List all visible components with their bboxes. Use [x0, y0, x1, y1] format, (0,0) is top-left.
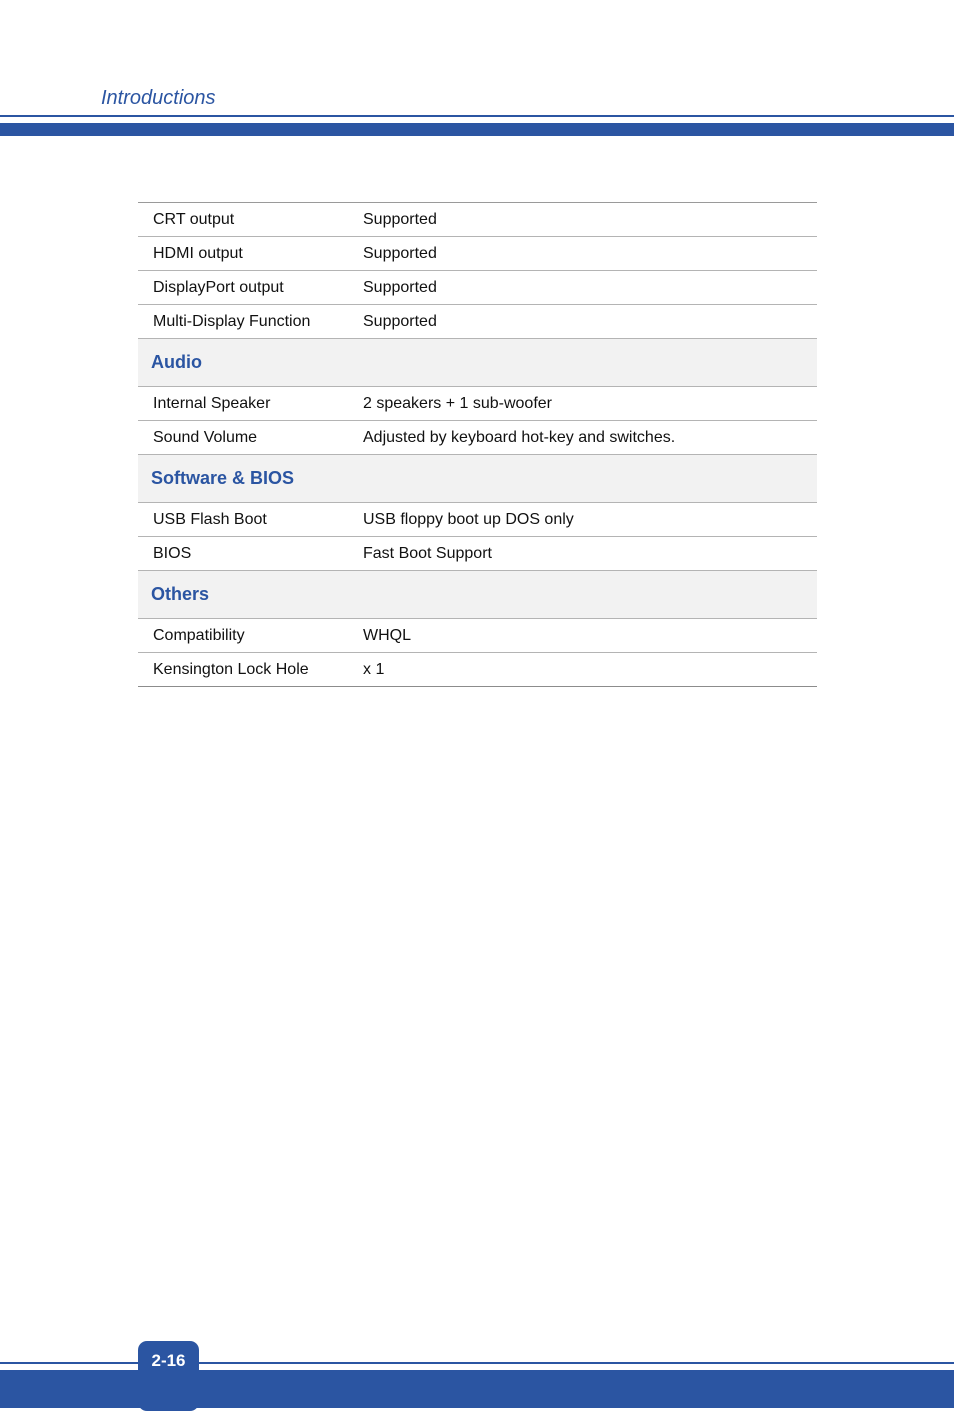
spec-value: Fast Boot Support: [363, 544, 492, 562]
spec-label: Multi-Display Function: [153, 312, 311, 330]
table-row: [138, 619, 817, 653]
spec-value: USB floppy boot up DOS only: [363, 510, 574, 528]
table-row: [138, 503, 817, 537]
spec-label: Kensington Lock Hole: [153, 660, 309, 678]
spec-label: USB Flash Boot: [153, 510, 267, 528]
header-band: [0, 123, 954, 136]
section-heading-others: Others: [138, 571, 817, 619]
spec-value: Supported: [363, 312, 437, 330]
section-heading-software-bios: Software & BIOS: [138, 455, 817, 503]
specification-table: [138, 202, 817, 687]
spec-label: BIOS: [153, 544, 192, 562]
spec-value: 2 speakers + 1 sub-woofer: [363, 394, 552, 412]
spec-value: WHQL: [363, 626, 411, 644]
header-section-title: Introductions: [101, 87, 216, 109]
spec-value: Supported: [363, 244, 437, 262]
section-heading-audio: Audio: [138, 339, 817, 387]
table-row: [138, 421, 817, 455]
spec-value: Supported: [363, 278, 437, 296]
table-row: [138, 271, 817, 305]
table-row: [138, 653, 817, 687]
spec-value: Supported: [363, 210, 437, 228]
spec-label: Compatibility: [153, 626, 245, 644]
spec-label: HDMI output: [153, 244, 243, 262]
page-number: 2-16: [151, 1351, 186, 1370]
spec-label: CRT output: [153, 210, 235, 228]
spec-value: x 1: [363, 660, 385, 678]
spec-label: Sound Volume: [153, 428, 258, 446]
spec-value: Adjusted by keyboard hot-key and switches.: [363, 428, 676, 446]
table-row: [138, 305, 817, 339]
table-row: [138, 537, 817, 571]
spec-label: Internal Speaker: [153, 394, 271, 412]
table-row: [138, 203, 817, 237]
table-row: [138, 387, 817, 421]
spec-label: DisplayPort output: [153, 278, 284, 296]
header-rule: [0, 115, 954, 117]
table-row: [138, 237, 817, 271]
